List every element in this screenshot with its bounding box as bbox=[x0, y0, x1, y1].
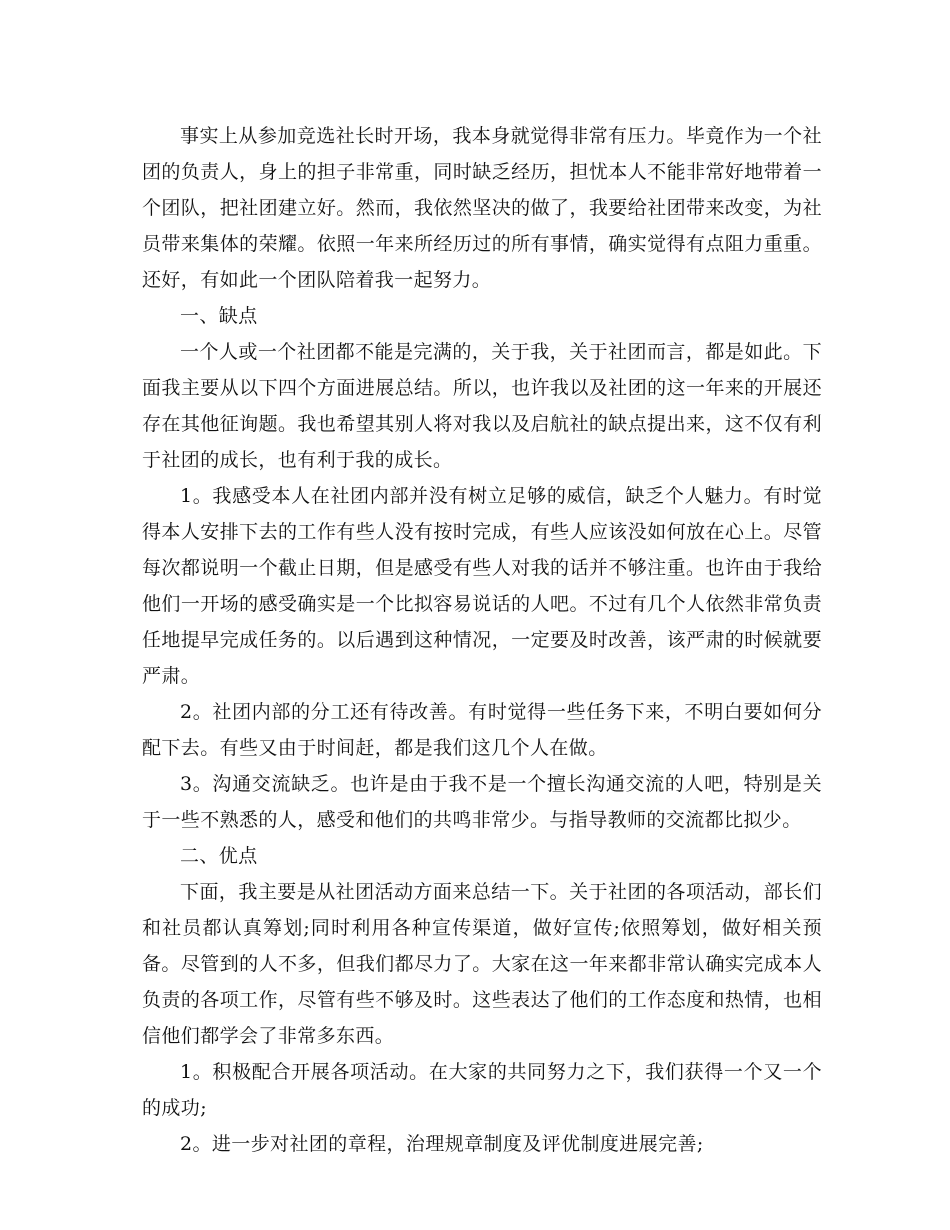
shortcomings-intro-paragraph: 一个人或一个社团都不能是完满的，关于我，关于社团而言，都是如此。下面我主要从以下四个方面进展总结。所以，也许我以及社团的这一年来的开展还存在其他征询题。我也希望其别人将对我以及启航社的缺点提出来，这不仅有利于社团的成长，也有利于我的成长。 bbox=[142, 341, 822, 471]
document-body bbox=[142, 118, 822, 1162]
shortcoming-item-1: 1。我感受本人在社团内部并没有树立足够的威信，缺乏个人魅力。有时觉得本人安排下去的工作有些人没有按时完成，有些人应该没如何放在心上。尽管每次都说明一个截止日期，但是感受有些人对我的话并不够注重。也许由于我给他们一开场的感受确实是一个比拟容易说话的人吧。不过有几个人依然非常负责任地提早完成任务的。以后遇到这种情况，一定要及时改善，该严肃的时候就要严肃。 bbox=[142, 485, 822, 687]
section-heading-shortcomings: 一、缺点 bbox=[180, 305, 258, 327]
strength-item-1: 1。积极配合开展各项活动。在大家的共同努力之下，我们获得一个又一个的成功; bbox=[142, 1061, 822, 1119]
shortcoming-item-3: 3。沟通交流缺乏。也许是由于我不是一个擅长沟通交流的人吧，特别是关于一些不熟悉的人，感受和他们的共鸣非常少。与指导教师的交流都比拟少。 bbox=[142, 773, 822, 831]
shortcoming-item-2: 2。社团内部的分工还有待改善。有时觉得一些任务下来，不明白要如何分配下去。有些又由于时间赶，都是我们这几个人在做。 bbox=[142, 701, 822, 759]
strength-item-2: 2。进一步对社团的章程，治理规章制度及评优制度进展完善; bbox=[180, 1133, 704, 1155]
intro-paragraph: 事实上从参加竞选社长时开场，我本身就觉得非常有压力。毕竟作为一个社团的负责人，身上的担子非常重，同时缺乏经历，担忧本人不能非常好地带着一个团队，把社团建立好。然而，我依然坚决的做了，我要给社团带来改变，为社员带来集体的荣耀。依照一年来所经历过的所有事情，确实觉得有点阻力重重。还好，有如此一个团队陪着我一起努力。 bbox=[142, 125, 822, 291]
strengths-intro-paragraph: 下面，我主要是从社团活动方面来总结一下。关于社团的各项活动，部长们和社员都认真筹划;同时利用各种宣传渠道，做好宣传;依照筹划，做好相关预备。尽管到的人不多，但我们都尽力了。大家在这一年来都非常认确实完成本人负责的各项工作，尽管有些不够及时。这些表达了他们的工作态度和热情，也相信他们都学会了非常多东西。 bbox=[142, 881, 822, 1047]
section-heading-strengths: 二、优点 bbox=[180, 845, 258, 867]
